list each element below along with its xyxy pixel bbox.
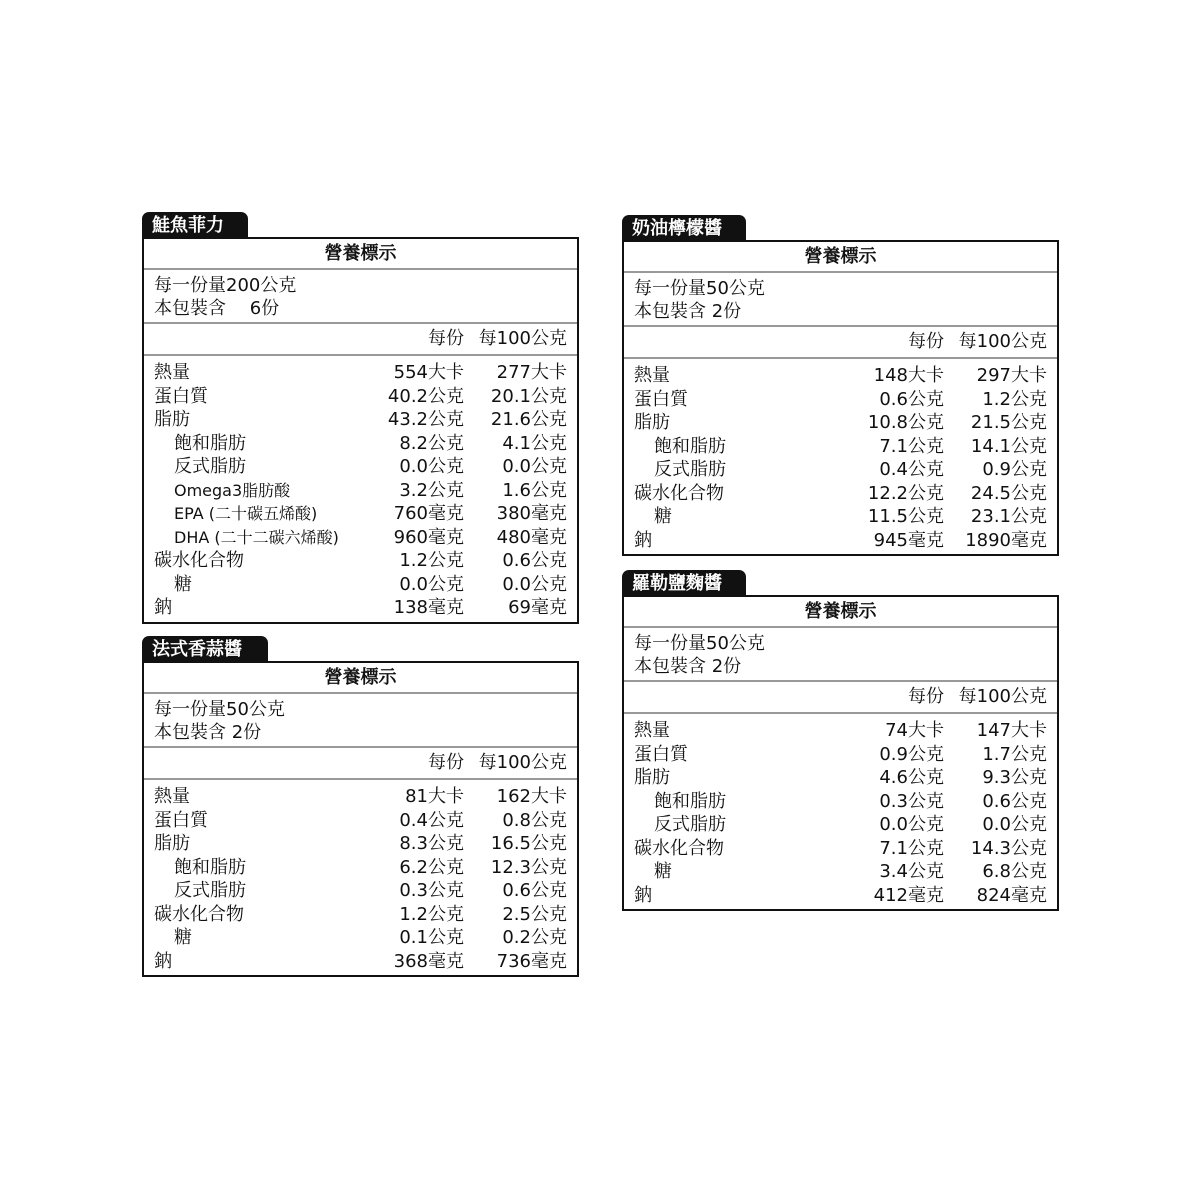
- value-per-serving: 368毫克: [393, 950, 464, 972]
- nutrient-name: 碳水化合物: [154, 903, 244, 925]
- nutrient-name: 脂肪: [154, 833, 190, 854]
- nutrient-name: 蛋白質: [154, 385, 208, 407]
- nutrient-row: [624, 813, 1057, 837]
- value-per-100g: 24.5公克: [970, 482, 1047, 504]
- value-per-100g: 9.3公克: [982, 767, 1047, 788]
- value-per-serving: 412毫克: [873, 884, 944, 906]
- nutrition-header: 營養標示: [624, 242, 1057, 273]
- col-per-serving: 每份: [908, 331, 944, 352]
- nutrient-name: 反式脂肪: [174, 456, 246, 477]
- nutrient-row: [624, 435, 1057, 459]
- value-per-serving: 4.6公克: [879, 767, 944, 788]
- nutrient-name: 飽和脂肪: [654, 435, 726, 457]
- nutrition-label: [622, 595, 1059, 911]
- nutrient-row: [624, 388, 1057, 412]
- nutrient-name: 脂肪: [154, 409, 190, 430]
- nutrient-row: [624, 860, 1057, 884]
- panel-tab-title: 羅勒鹽麴醬: [622, 570, 746, 597]
- nutrient-name: 糖: [174, 927, 192, 948]
- value-per-100g: 0.2公克: [502, 927, 567, 948]
- nutrition-label: [142, 237, 579, 624]
- nutrient-row: [144, 856, 577, 880]
- value-per-100g: 0.8公克: [502, 809, 567, 831]
- nutrient-row: [624, 719, 1057, 743]
- nutrient-name: 熱量: [154, 362, 190, 383]
- value-per-100g: 69毫克: [508, 597, 567, 618]
- nutrition-label: [142, 661, 579, 977]
- nutrient-name: 糖: [654, 861, 672, 882]
- col-per-100g: 每100公克: [478, 752, 567, 773]
- value-per-100g: 380毫克: [496, 503, 567, 524]
- nutrition-header: 營養標示: [624, 597, 1057, 628]
- nutrient-name: 鈉: [634, 884, 652, 906]
- panel-tab-title: 奶油檸檬醬: [622, 215, 746, 242]
- nutrient-name: 脂肪: [634, 767, 670, 788]
- value-per-100g: 1.6公克: [502, 479, 567, 501]
- panel-tab-title: 法式香蒜醬: [142, 636, 268, 663]
- value-per-100g: 1.2公克: [982, 388, 1047, 410]
- value-per-serving: 10.8公克: [867, 412, 944, 433]
- value-per-serving: 81大卡: [405, 786, 464, 807]
- value-per-100g: 162大卡: [496, 786, 567, 807]
- nutrient-name: 蛋白質: [634, 388, 688, 410]
- value-per-serving: 0.0公克: [399, 573, 464, 595]
- nutrient-name: Omega3脂肪酸: [174, 480, 291, 500]
- value-per-serving: 760毫克: [393, 503, 464, 524]
- col-per-serving: 每份: [908, 686, 944, 707]
- col-per-100g: 每100公克: [958, 686, 1047, 707]
- value-per-serving: 0.6公克: [879, 388, 944, 410]
- value-per-100g: 20.1公克: [490, 385, 567, 407]
- nutrient-row: [624, 837, 1057, 861]
- servings-per-package: 本包裝含 6份: [154, 298, 280, 319]
- nutrient-row: [144, 573, 577, 597]
- value-per-serving: 3.2公克: [399, 479, 464, 501]
- nutrient-rows: [624, 359, 1057, 554]
- serving-size: 每一份量200公克: [154, 275, 297, 296]
- servings-per-package: 本包裝含 2份: [634, 301, 742, 322]
- value-per-serving: 8.2公克: [399, 432, 464, 454]
- col-per-100g: 每100公克: [478, 328, 567, 349]
- value-per-100g: 21.6公克: [490, 409, 567, 430]
- column-headers: [144, 748, 577, 780]
- value-per-serving: 0.9公克: [879, 743, 944, 765]
- servings-per-package: 本包裝含 2份: [634, 656, 742, 677]
- value-per-serving: 0.3公克: [879, 790, 944, 812]
- value-per-100g: 16.5公克: [490, 833, 567, 854]
- nutrient-row: [144, 455, 577, 479]
- nutrient-name: EPA (二十碳五烯酸): [174, 504, 318, 523]
- value-per-100g: 147大卡: [976, 720, 1047, 741]
- value-per-serving: 1.2公克: [399, 903, 464, 925]
- value-per-100g: 0.6公克: [502, 550, 567, 571]
- nutrient-row: [144, 408, 577, 432]
- value-per-serving: 0.4公克: [879, 459, 944, 480]
- value-per-100g: 736毫克: [496, 950, 567, 972]
- col-per-100g: 每100公克: [958, 331, 1047, 352]
- value-per-100g: 0.0公克: [502, 456, 567, 477]
- servings-per-package: 本包裝含 2份: [154, 722, 262, 743]
- value-per-100g: 0.6公克: [502, 880, 567, 901]
- nutrient-name: 鈉: [154, 950, 172, 972]
- column-headers: [624, 682, 1057, 714]
- nutrient-name: 脂肪: [634, 412, 670, 433]
- value-per-serving: 148大卡: [873, 365, 944, 386]
- value-per-100g: 4.1公克: [502, 432, 567, 454]
- column-headers: [624, 327, 1057, 359]
- nutrient-row: [144, 785, 577, 809]
- nutrient-row: [624, 458, 1057, 482]
- value-per-serving: 0.3公克: [399, 880, 464, 901]
- value-per-serving: 40.2公克: [387, 385, 464, 407]
- value-per-serving: 1.2公克: [399, 550, 464, 571]
- nutrient-name: 飽和脂肪: [174, 856, 246, 878]
- value-per-serving: 74大卡: [885, 720, 944, 741]
- value-per-100g: 824毫克: [976, 884, 1047, 906]
- value-per-100g: 0.9公克: [982, 459, 1047, 480]
- value-per-serving: 43.2公克: [387, 409, 464, 430]
- value-per-serving: 11.5公克: [867, 506, 944, 527]
- nutrient-name: 反式脂肪: [654, 814, 726, 835]
- serving-info: [144, 694, 577, 748]
- value-per-serving: 138毫克: [393, 597, 464, 618]
- nutrient-rows: [144, 356, 577, 622]
- nutrient-name: 熱量: [634, 365, 670, 386]
- nutrient-row: [144, 385, 577, 409]
- nutrient-name: DHA (二十二碳六烯酸): [174, 527, 339, 547]
- value-per-100g: 0.6公克: [982, 790, 1047, 812]
- nutrient-row: [144, 903, 577, 927]
- value-per-100g: 0.0公克: [982, 814, 1047, 835]
- value-per-100g: 480毫克: [496, 526, 567, 548]
- serving-info: [624, 273, 1057, 327]
- value-per-serving: 8.3公克: [399, 833, 464, 854]
- value-per-100g: 14.3公克: [970, 837, 1047, 859]
- value-per-serving: 554大卡: [393, 362, 464, 383]
- nutrient-row: [624, 364, 1057, 388]
- nutrient-name: 反式脂肪: [654, 459, 726, 480]
- nutrient-rows: [624, 714, 1057, 909]
- serving-size: 每一份量50公克: [634, 633, 765, 654]
- nutrient-row: [624, 505, 1057, 529]
- value-per-100g: 23.1公克: [970, 506, 1047, 527]
- col-per-serving: 每份: [428, 752, 464, 773]
- nutrient-row: [144, 879, 577, 903]
- nutrient-row: [624, 766, 1057, 790]
- nutrient-row: [144, 432, 577, 456]
- value-per-serving: 945毫克: [873, 529, 944, 551]
- nutrient-row: [624, 411, 1057, 435]
- col-per-serving: 每份: [428, 328, 464, 349]
- nutrient-row: [624, 529, 1057, 553]
- nutrient-name: 飽和脂肪: [174, 432, 246, 454]
- value-per-100g: 12.3公克: [490, 856, 567, 878]
- nutrition-label: [622, 240, 1059, 556]
- value-per-serving: 0.0公克: [399, 456, 464, 477]
- nutrient-name: 蛋白質: [634, 743, 688, 765]
- value-per-serving: 7.1公克: [879, 837, 944, 859]
- nutrient-name: 反式脂肪: [174, 880, 246, 901]
- nutrient-name: 碳水化合物: [634, 482, 724, 504]
- value-per-100g: 14.1公克: [970, 435, 1047, 457]
- serving-size: 每一份量50公克: [154, 699, 285, 720]
- value-per-100g: 1.7公克: [982, 743, 1047, 765]
- value-per-serving: 960毫克: [393, 526, 464, 548]
- nutrient-rows: [144, 780, 577, 975]
- value-per-serving: 0.0公克: [879, 814, 944, 835]
- nutrient-row: [144, 526, 577, 550]
- value-per-100g: 6.8公克: [982, 861, 1047, 882]
- value-per-serving: 12.2公克: [867, 482, 944, 504]
- nutrient-row: [624, 482, 1057, 506]
- nutrient-row: [144, 479, 577, 503]
- value-per-100g: 1890毫克: [965, 529, 1047, 551]
- nutrition-header: 營養標示: [144, 239, 577, 270]
- value-per-100g: 297大卡: [976, 365, 1047, 386]
- value-per-serving: 0.4公克: [399, 809, 464, 831]
- nutrient-row: [144, 596, 577, 620]
- nutrient-name: 鈉: [154, 597, 172, 618]
- nutrient-row: [144, 502, 577, 526]
- panel-tab-title: 鮭魚菲力: [142, 212, 248, 239]
- nutrient-row: [144, 950, 577, 974]
- nutrient-name: 碳水化合物: [154, 550, 244, 571]
- value-per-serving: 3.4公克: [879, 861, 944, 882]
- value-per-serving: 7.1公克: [879, 435, 944, 457]
- nutrient-row: [144, 549, 577, 573]
- value-per-serving: 0.1公克: [399, 927, 464, 948]
- nutrient-name: 糖: [654, 506, 672, 527]
- value-per-serving: 6.2公克: [399, 856, 464, 878]
- nutrient-name: 碳水化合物: [634, 837, 724, 859]
- nutrient-name: 飽和脂肪: [654, 790, 726, 812]
- nutrient-row: [624, 743, 1057, 767]
- serving-info: [144, 270, 577, 324]
- nutrient-name: 熱量: [154, 786, 190, 807]
- nutrient-row: [144, 832, 577, 856]
- value-per-100g: 277大卡: [496, 362, 567, 383]
- nutrient-name: 鈉: [634, 529, 652, 551]
- column-headers: [144, 324, 577, 356]
- nutrient-row: [144, 361, 577, 385]
- nutrient-row: [144, 926, 577, 950]
- serving-size: 每一份量50公克: [634, 278, 765, 299]
- nutrient-name: 蛋白質: [154, 809, 208, 831]
- nutrient-name: 糖: [174, 573, 192, 595]
- nutrition-header: 營養標示: [144, 663, 577, 694]
- nutrient-row: [624, 790, 1057, 814]
- nutrient-row: [624, 884, 1057, 908]
- value-per-100g: 2.5公克: [502, 903, 567, 925]
- serving-info: [624, 628, 1057, 682]
- nutrient-name: 熱量: [634, 720, 670, 741]
- nutrient-row: [144, 809, 577, 833]
- value-per-100g: 21.5公克: [970, 412, 1047, 433]
- value-per-100g: 0.0公克: [502, 573, 567, 595]
